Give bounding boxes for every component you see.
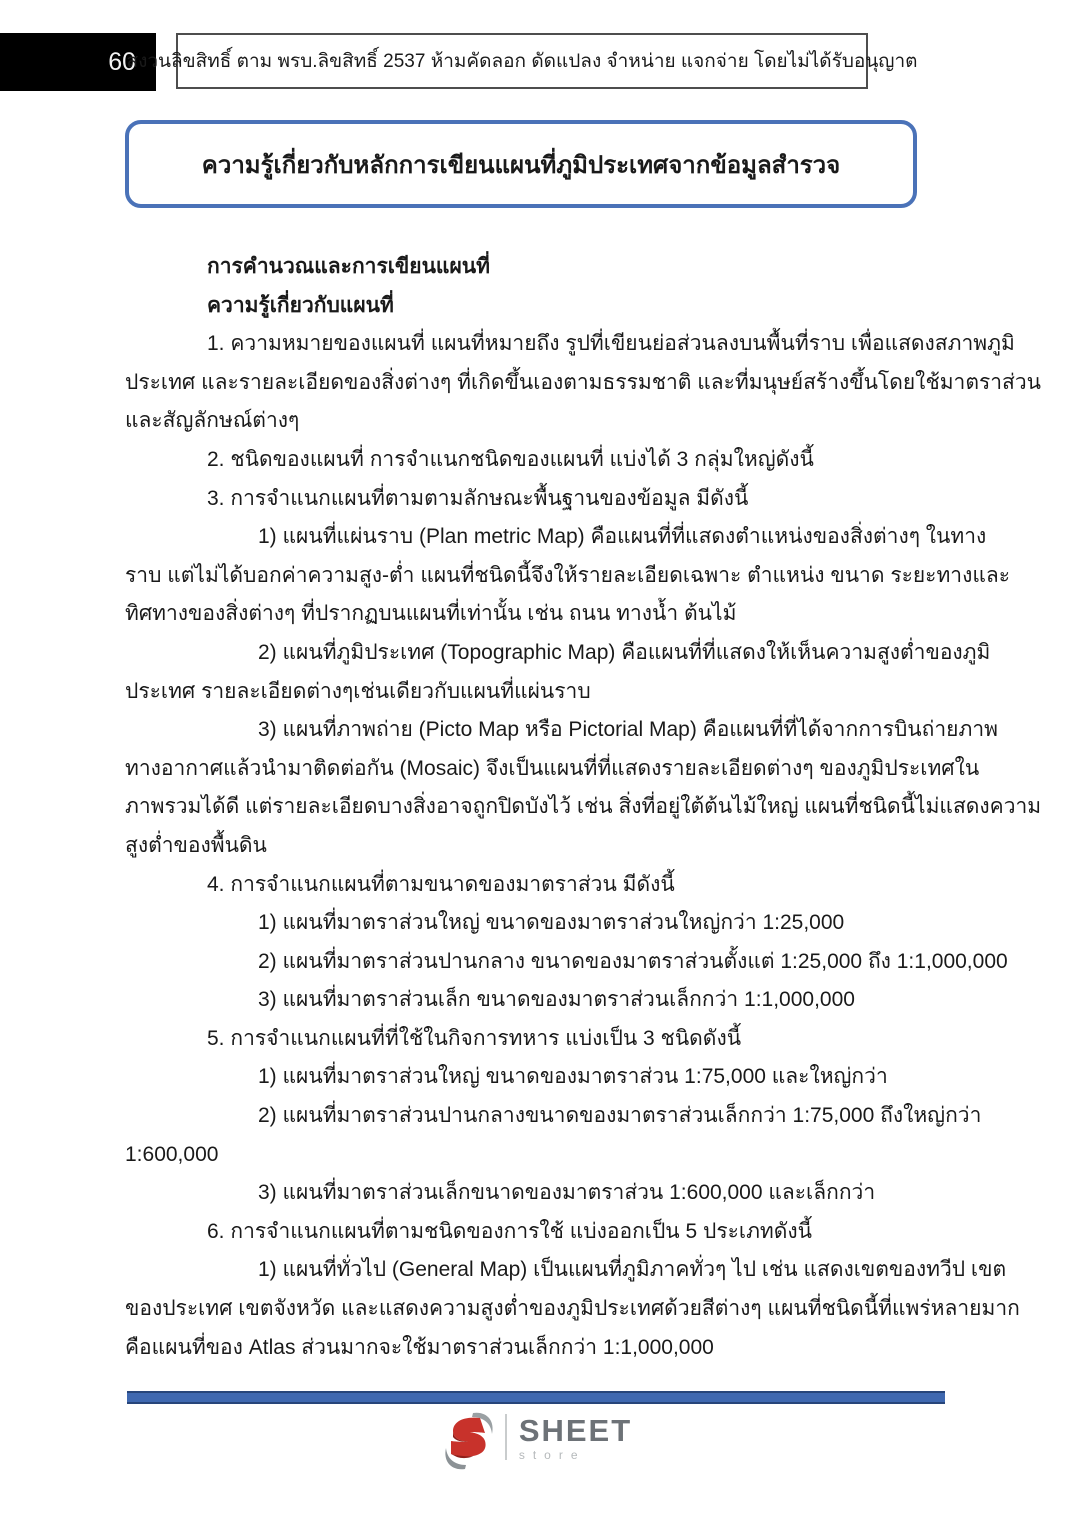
logo-text: SHEET: [518, 1413, 633, 1448]
text-line: 3) แผนที่มาตราส่วนเล็ก ขนาดของมาตราส่วนเล็กกว่า 1:1,000,000: [258, 988, 855, 1012]
sheet-store-logo-icon: [443, 1410, 495, 1472]
text-line: 4. การจำแนกแผนที่ตามขนาดของมาตราส่วน มีดังนี้: [207, 872, 675, 896]
text-line: 2. ชนิดของแผนที่ การจำแนกชนิดของแผนที่ แบ่งได้ 3 กลุ่มใหญ่ดังนี้: [207, 447, 814, 471]
text-line: ประเทศ และรายละเอียดของสิ่งต่างๆ ที่เกิดขึ้นเองตามธรรมชาติ และที่มนุษย์สร้างขึ้นโดยใช้มาตราส่วน: [125, 370, 1042, 394]
text-line: 1) แผนที่ทั่วไป (General Map) เป็นแผนที่ภูมิภาคทั่วๆ ไป เช่น แสดงเขตของทวีป เขต: [258, 1258, 1007, 1282]
text-line: 1) แผนที่แผ่นราบ (Plan metric Map) คือแผนที่ที่แสดงตำแหน่งของสิ่งต่างๆ ในทาง: [258, 525, 987, 549]
text-line: ภาพรวมได้ดี แต่รายละเอียดบางสิ่งอาจถูกปิดบังไว้ เช่น สิ่งที่อยู่ใต้ต้นไม้ใหญ่ แผนที่ชนิดนี้ไม่แสดงความ: [125, 795, 1042, 819]
document-title: ความรู้เกี่ยวกับหลักการเขียนแผนที่ภูมิประเทศจากข้อมูลสำรวจ: [201, 151, 841, 179]
text-line: การคำนวณและการเขียนแผนที่: [207, 255, 490, 278]
text-line: คือแผนที่ของ Atlas ส่วนมากจะใช้มาตราส่วนเล็กกว่า 1:1,000,000: [125, 1335, 714, 1359]
document-body: [125, 248, 1042, 1367]
text-line: ราบ แต่ไม่ได้บอกค่าความสูง-ต่ำ แผนที่ชนิดนี้จึงให้รายละเอียดเฉพาะ ตำแหน่ง ขนาด ระยะทางและ: [125, 563, 1011, 587]
text-line: สูงต่ำของพื้นดิน: [125, 833, 267, 857]
text-line: ความรู้เกี่ยวกับแผนที่: [207, 293, 394, 317]
page-number: 60: [108, 47, 136, 76]
text-line: 3) แผนที่มาตราส่วนเล็กขนาดของมาตราส่วน 1:600,000 และเล็กกว่า: [258, 1181, 876, 1205]
text-line: 3. การจำแนกแผนที่ตามตามลักษณะพื้นฐานของข้อมูล มีดังนี้: [207, 486, 749, 510]
text-line: 1. ความหมายของแผนที่ แผนที่หมายถึง รูปที่เขียนย่อส่วนลงบนพื้นที่ราบ เพื่อแสดงสภาพภูมิ: [207, 332, 1015, 356]
copyright-notice: สงวนลิขสิทธิ์ ตาม พรบ.ลิขสิทธิ์ 2537 ห้ามคัดลอก ดัดแปลง จำหน่าย แจกจ่าย โดยไม่ได้รับอนุญาต: [126, 51, 918, 72]
text-line: ประเทศ รายละเอียดต่างๆเช่นเดียวกับแผนที่แผ่นราบ: [125, 679, 591, 703]
text-line: 5. การจำแนกแผนที่ที่ใช้ในกิจการทหาร แบ่งเป็น 3 ชนิดดังนี้: [207, 1026, 742, 1050]
document-title-box: [125, 120, 917, 208]
text-line: ทิศทางของสิ่งต่างๆ ที่ปรากฏบนแผนที่เท่านั้น เช่น ถนน ทางน้ำ ต้นไม้: [125, 602, 737, 626]
text-line: และสัญลักษณ์ต่างๆ: [125, 409, 300, 433]
text-line: 3) แผนที่ภาพถ่าย (Picto Map หรือ Pictorial Map) คือแผนที่ที่ได้จากการบินถ่ายภาพ: [258, 718, 998, 742]
text-line: 1) แผนที่มาตราส่วนใหญ่ ขนาดของมาตราส่วนใหญ่กว่า 1:25,000: [258, 911, 845, 935]
copyright-notice-box: [126, 33, 918, 89]
text-line: 6. การจำแนกแผนที่ตามชนิดของการใช้ แบ่งออกเป็น 5 ประเภทดังนี้: [207, 1219, 813, 1243]
text-line: 1) แผนที่มาตราส่วนใหญ่ ขนาดของมาตราส่วน 1:75,000 และใหญ่กว่า: [258, 1065, 888, 1089]
text-line: ทางอากาศแล้วนำมาติดต่อกัน (Mosaic) จึงเป็นแผนที่ที่แสดงรายละเอียดต่างๆ ของภูมิประเทศใน: [125, 756, 980, 780]
text-line: 2) แผนที่ภูมิประเทศ (Topographic Map) คือแผนที่ที่แสดงให้เห็นความสูงต่ำของภูมิ: [258, 640, 991, 664]
text-line: 1:600,000: [125, 1142, 219, 1166]
logo-divider-line: [505, 1414, 507, 1460]
sheet-store-logo: [0, 1410, 1075, 1472]
footer-divider: [127, 1391, 945, 1404]
logo-text-block: [518, 1413, 633, 1462]
text-line: 2) แผนที่มาตราส่วนปานกลางขนาดของมาตราส่วนเล็กกว่า 1:75,000 ถึงใหญ่กว่า: [258, 1104, 982, 1128]
text-line: ของประเทศ เขตจังหวัด และแสดงความสูงต่ำของภูมิประเทศด้วยสีต่างๆ แผนที่ชนิดนี้ที่แพร่หลายมาก: [125, 1297, 1020, 1321]
text-line: 2) แผนที่มาตราส่วนปานกลาง ขนาดของมาตราส่วนตั้งแต่ 1:25,000 ถึง 1:1,000,000: [258, 949, 1008, 973]
logo-subtext: store: [518, 1448, 586, 1462]
